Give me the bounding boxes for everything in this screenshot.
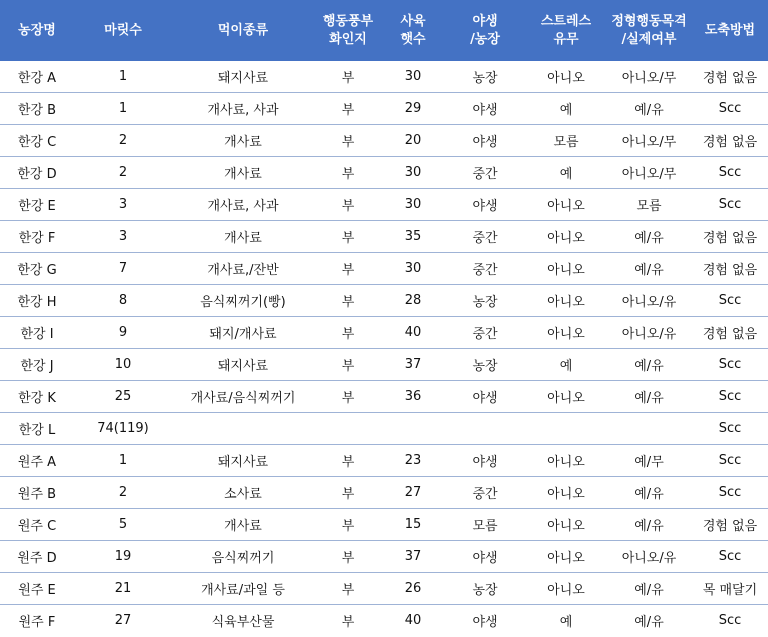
farm-name-cell: 원주 C [0, 509, 74, 541]
slaughter-cell: 경험 없음 [692, 509, 768, 541]
feed-type-cell: 개사료 [172, 509, 314, 541]
wild-farm-cell: 야생 [444, 381, 526, 413]
feed-type-cell: 돼지사료 [172, 349, 314, 381]
wild-farm-cell: 농장 [444, 285, 526, 317]
stress-cell: 아니오 [526, 445, 606, 477]
stereotypy-cell: 아니오/무 [606, 157, 692, 189]
wild-farm-cell: 중간 [444, 157, 526, 189]
years-cell: 27 [382, 477, 444, 509]
stereotypy-cell: 아니오/무 [606, 61, 692, 93]
head-count-cell: 9 [74, 317, 172, 349]
stereotypy-cell: 예/무 [606, 445, 692, 477]
feed-type-cell: 개사료 [172, 221, 314, 253]
enrichment-cell: 부 [314, 253, 382, 285]
enrichment-cell: 부 [314, 285, 382, 317]
enrichment-cell: 부 [314, 509, 382, 541]
table-row [0, 413, 768, 445]
stereotypy-cell: 예/유 [606, 509, 692, 541]
years-cell: 23 [382, 445, 444, 477]
table-row [0, 61, 768, 93]
farm-name-cell: 한강 K [0, 381, 74, 413]
years-cell: 20 [382, 125, 444, 157]
slaughter-cell: 경험 없음 [692, 61, 768, 93]
wild-farm-cell: 중간 [444, 253, 526, 285]
farm-name-cell: 원주 B [0, 477, 74, 509]
table-row [0, 189, 768, 221]
stereotypy-cell: 예/유 [606, 573, 692, 605]
header-behavioral-enrichment: 행동풍부 화인지 [314, 0, 382, 61]
enrichment-cell: 부 [314, 93, 382, 125]
slaughter-cell: 경험 없음 [692, 253, 768, 285]
head-count-cell: 8 [74, 285, 172, 317]
table-row [0, 125, 768, 157]
stress-cell: 아니오 [526, 477, 606, 509]
enrichment-cell [314, 413, 382, 445]
stress-cell: 아니오 [526, 285, 606, 317]
header-slaughter-method: 도축방법 [692, 0, 768, 61]
feed-type-cell: 개사료,/잔반 [172, 253, 314, 285]
years-cell: 15 [382, 509, 444, 541]
stress-cell: 아니오 [526, 381, 606, 413]
head-count-cell: 3 [74, 221, 172, 253]
farm-name-cell: 한강 L [0, 413, 74, 445]
feed-type-cell: 개사료/과일 등 [172, 573, 314, 605]
enrichment-cell: 부 [341, 615, 355, 630]
slaughter-cell: Scc [692, 381, 768, 413]
head-count-cell: 10 [74, 349, 172, 381]
table-row [0, 157, 768, 189]
farm-name-cell: 한강 I [0, 317, 74, 349]
head-count-cell: 19 [74, 541, 172, 573]
stereotypy-cell: 예/유 [606, 93, 692, 125]
slaughter-cell: Scc [692, 349, 768, 381]
wild-farm-cell: 농장 [444, 573, 526, 605]
farm-name-cell: 원주 F [18, 615, 56, 630]
feed-type-cell: 돼지사료 [172, 445, 314, 477]
table-row [0, 381, 768, 413]
years-cell: 37 [382, 349, 444, 381]
slaughter-cell: Scc [692, 445, 768, 477]
feed-type-cell: 돼지사료 [172, 61, 314, 93]
wild-farm-cell: 중간 [444, 221, 526, 253]
head-count-cell: 1 [74, 61, 172, 93]
years-cell: 29 [382, 93, 444, 125]
years-cell: 30 [382, 61, 444, 93]
enrichment-cell: 부 [314, 445, 382, 477]
head-count-cell: 27 [114, 613, 132, 628]
feed-type-cell: 개사료, 사과 [172, 93, 314, 125]
wild-farm-cell [444, 413, 526, 445]
head-count-cell: 25 [74, 381, 172, 413]
years-cell: 30 [382, 157, 444, 189]
stress-cell: 예 [559, 615, 573, 630]
farm-name-cell: 한강 F [0, 221, 74, 253]
head-count-cell: 21 [74, 573, 172, 605]
wild-farm-cell: 중간 [444, 317, 526, 349]
table-row [0, 477, 768, 509]
table-row [0, 605, 768, 637]
years-cell: 36 [382, 381, 444, 413]
enrichment-cell: 부 [314, 189, 382, 221]
stress-cell: 예 [526, 349, 606, 381]
farm-name-cell: 한강 A [0, 61, 74, 93]
enrichment-cell: 부 [314, 157, 382, 189]
wild-farm-cell: 농장 [444, 349, 526, 381]
feed-type-cell: 개사료/음식찌꺼기 [172, 381, 314, 413]
table-row [0, 573, 768, 605]
enrichment-cell: 부 [314, 477, 382, 509]
farm-name-cell: 원주 A [0, 445, 74, 477]
stereotypy-cell [606, 413, 692, 445]
years-cell: 40 [404, 613, 422, 628]
feed-type-cell: 소사료 [172, 477, 314, 509]
head-count-cell: 1 [74, 445, 172, 477]
stereotypy-cell: 아니오/유 [606, 317, 692, 349]
stereotypy-cell: 예/유 [606, 221, 692, 253]
header-stereotypic-behavior: 정형행동목격 /실제여부 [606, 0, 692, 61]
farm-name-cell: 한강 G [0, 253, 74, 285]
feed-type-cell [172, 413, 314, 445]
slaughter-cell: Scc [692, 157, 768, 189]
enrichment-cell: 부 [314, 125, 382, 157]
header-feed-type: 먹이종류 [172, 0, 314, 61]
enrichment-cell: 부 [314, 541, 382, 573]
table-row [0, 445, 768, 477]
wild-farm-cell: 야생 [444, 125, 526, 157]
header-wild-or-farm: 야생 /농장 [444, 0, 526, 61]
wild-farm-cell: 모름 [444, 509, 526, 541]
stereotypy-cell: 아니오/무 [606, 125, 692, 157]
years-cell: 40 [382, 317, 444, 349]
farm-name-cell: 한강 C [0, 125, 74, 157]
head-count-cell: 2 [74, 157, 172, 189]
farm-name-cell: 한강 B [0, 93, 74, 125]
stereotypy-cell: 모름 [606, 189, 692, 221]
head-count-cell: 3 [74, 189, 172, 221]
feed-type-cell: 돼지/개사료 [172, 317, 314, 349]
table-row [0, 285, 768, 317]
wild-farm-cell: 중간 [444, 477, 526, 509]
stereotypy-cell: 예/유 [606, 349, 692, 381]
years-cell: 26 [382, 573, 444, 605]
head-count-cell: 2 [74, 125, 172, 157]
feed-type-cell: 음식찌꺼기 [172, 541, 314, 573]
table-row [0, 221, 768, 253]
header-years-raised: 사육 햇수 [382, 0, 444, 61]
years-cell: 30 [382, 189, 444, 221]
feed-type-cell: 음식찌꺼기(빵) [172, 285, 314, 317]
stress-cell: 아니오 [526, 317, 606, 349]
wild-farm-cell: 농장 [444, 61, 526, 93]
header-stress: 스트레스 유무 [526, 0, 606, 61]
head-count-cell: 5 [74, 509, 172, 541]
slaughter-cell: Scc [692, 189, 768, 221]
farm-name-cell: 원주 E [0, 573, 74, 605]
header-row [0, 0, 768, 61]
wild-farm-cell: 야생 [444, 541, 526, 573]
head-count-cell: 74(119) [74, 413, 172, 445]
slaughter-cell: Scc [692, 541, 768, 573]
stereotypy-cell: 아니오/유 [606, 285, 692, 317]
years-cell: 35 [382, 221, 444, 253]
stress-cell: 아니오 [526, 221, 606, 253]
table-row [0, 509, 768, 541]
slaughter-cell: Scc [692, 477, 768, 509]
slaughter-cell: Scc [692, 93, 768, 125]
stress-cell [526, 413, 606, 445]
farm-name-cell: 한강 H [0, 285, 74, 317]
wild-farm-cell: 야생 [472, 615, 498, 630]
table-row [0, 93, 768, 125]
stress-cell: 예 [526, 157, 606, 189]
stress-cell: 아니오 [526, 61, 606, 93]
stereotypy-cell: 예/유 [606, 477, 692, 509]
table-row [0, 541, 768, 573]
stereotypy-cell: 예/유 [606, 253, 692, 285]
enrichment-cell: 부 [314, 221, 382, 253]
farm-name-cell: 원주 D [0, 541, 74, 573]
wild-farm-cell: 야생 [444, 93, 526, 125]
stress-cell: 아니오 [526, 509, 606, 541]
stress-cell: 모름 [526, 125, 606, 157]
years-cell: 30 [382, 253, 444, 285]
stereotypy-cell: 예/유 [634, 615, 664, 630]
head-count-cell: 1 [74, 93, 172, 125]
years-cell: 28 [382, 285, 444, 317]
header-farm-name: 농장명 [0, 0, 74, 61]
stress-cell: 아니오 [526, 573, 606, 605]
head-count-cell: 2 [74, 477, 172, 509]
years-cell: 37 [382, 541, 444, 573]
table-row [0, 317, 768, 349]
enrichment-cell: 부 [314, 61, 382, 93]
slaughter-cell: 목 매달기 [692, 573, 768, 605]
enrichment-cell: 부 [314, 381, 382, 413]
slaughter-cell: Scc [718, 613, 742, 628]
stress-cell: 아니오 [526, 189, 606, 221]
feed-type-cell: 개사료 [172, 125, 314, 157]
wild-farm-cell: 야생 [444, 189, 526, 221]
slaughter-cell: 경험 없음 [692, 317, 768, 349]
feed-type-cell: 개사료 [172, 157, 314, 189]
slaughter-cell: 경험 없음 [692, 221, 768, 253]
header-head-count: 마릿수 [74, 0, 172, 61]
stress-cell: 아니오 [526, 253, 606, 285]
farm-name-cell: 한강 D [0, 157, 74, 189]
stereotypy-cell: 아니오/유 [606, 541, 692, 573]
enrichment-cell: 부 [314, 573, 382, 605]
slaughter-cell: 경험 없음 [692, 125, 768, 157]
wild-farm-cell: 야생 [444, 445, 526, 477]
table-row [0, 349, 768, 381]
head-count-cell: 7 [74, 253, 172, 285]
table-row [0, 253, 768, 285]
slaughter-cell: Scc [692, 413, 768, 445]
stress-cell: 예 [526, 93, 606, 125]
stereotypy-cell: 예/유 [606, 381, 692, 413]
stress-cell: 아니오 [526, 541, 606, 573]
enrichment-cell: 부 [314, 317, 382, 349]
enrichment-cell: 부 [314, 349, 382, 381]
farm-name-cell: 한강 E [0, 189, 74, 221]
feed-type-cell: 식육부산물 [211, 615, 275, 630]
feed-type-cell: 개사료, 사과 [172, 189, 314, 221]
farm-name-cell: 한강 J [0, 349, 74, 381]
years-cell [382, 413, 444, 445]
slaughter-cell: Scc [692, 285, 768, 317]
